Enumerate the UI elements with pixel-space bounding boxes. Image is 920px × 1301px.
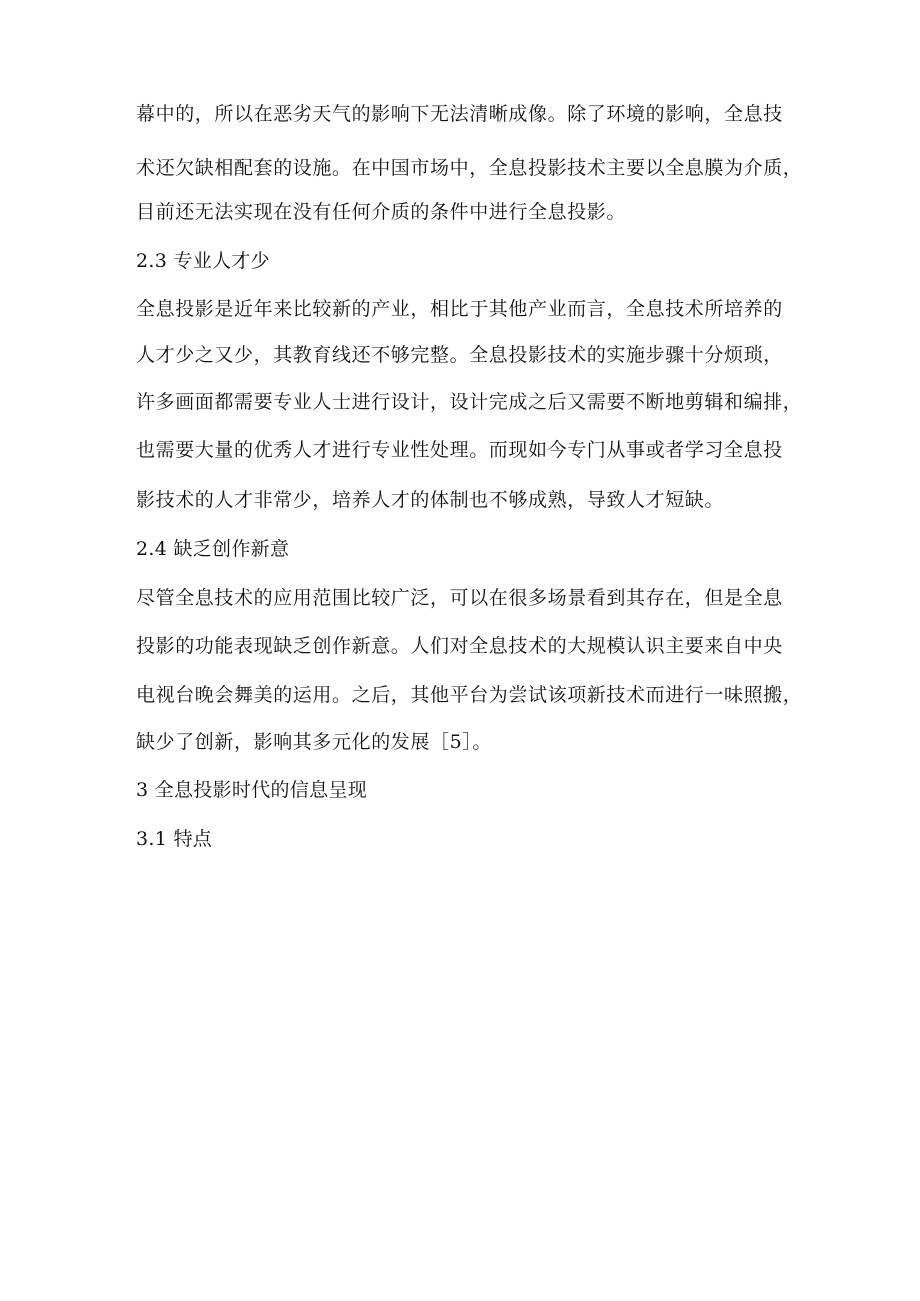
paragraph-line: 也需要大量的优秀人才进行专业性处理。而现如今专门从事或者学习全息投	[136, 439, 783, 461]
section-heading-3: 3 全息投影时代的信息呈现	[136, 779, 368, 801]
paragraph-line: 全息投影是近年来比较新的产业，相比于其他产业而言，全息技术所培养的	[136, 298, 783, 320]
paragraph-line: 缺少了创新，影响其多元化的发展［5］。	[136, 731, 492, 753]
paragraph-line: 影技术的人才非常少，培养人才的体制也不够成熟，导致人才短缺。	[136, 489, 725, 511]
section-heading-3-1: 3.1 特点	[136, 828, 213, 850]
paragraph-line: 人才少之又少，其教育线还不够完整。全息投影技术的实施步骤十分烦琐，	[136, 344, 783, 366]
section-heading-2-4: 2.4 缺乏创作新意	[136, 538, 290, 560]
paragraph-line: 目前还无法实现在没有任何介质的条件中进行全息投影。	[136, 201, 627, 223]
paragraph-line: 术还欠缺相配套的设施。在中国市场中，全息投影技术主要以全息膜为介质，	[136, 157, 803, 179]
paragraph-line: 许多画面都需要专业人士进行设计，设计完成之后又需要不断地剪辑和编排，	[136, 391, 803, 413]
paragraph-line: 幕中的，所以在恶劣天气的影响下无法清晰成像。除了环境的影响，全息技	[136, 103, 783, 125]
section-heading-2-3: 2.3 专业人才少	[136, 250, 270, 272]
paragraph-line: 电视台晚会舞美的运用。之后，其他平台为尝试该项新技术而进行一味照搬，	[136, 684, 803, 706]
paragraph-line: 投影的功能表现缺乏创作新意。人们对全息技术的大规模认识主要来自中央	[136, 635, 783, 657]
paragraph-line: 尽管全息技术的应用范围比较广泛，可以在很多场景看到其存在，但是全息	[136, 587, 783, 609]
